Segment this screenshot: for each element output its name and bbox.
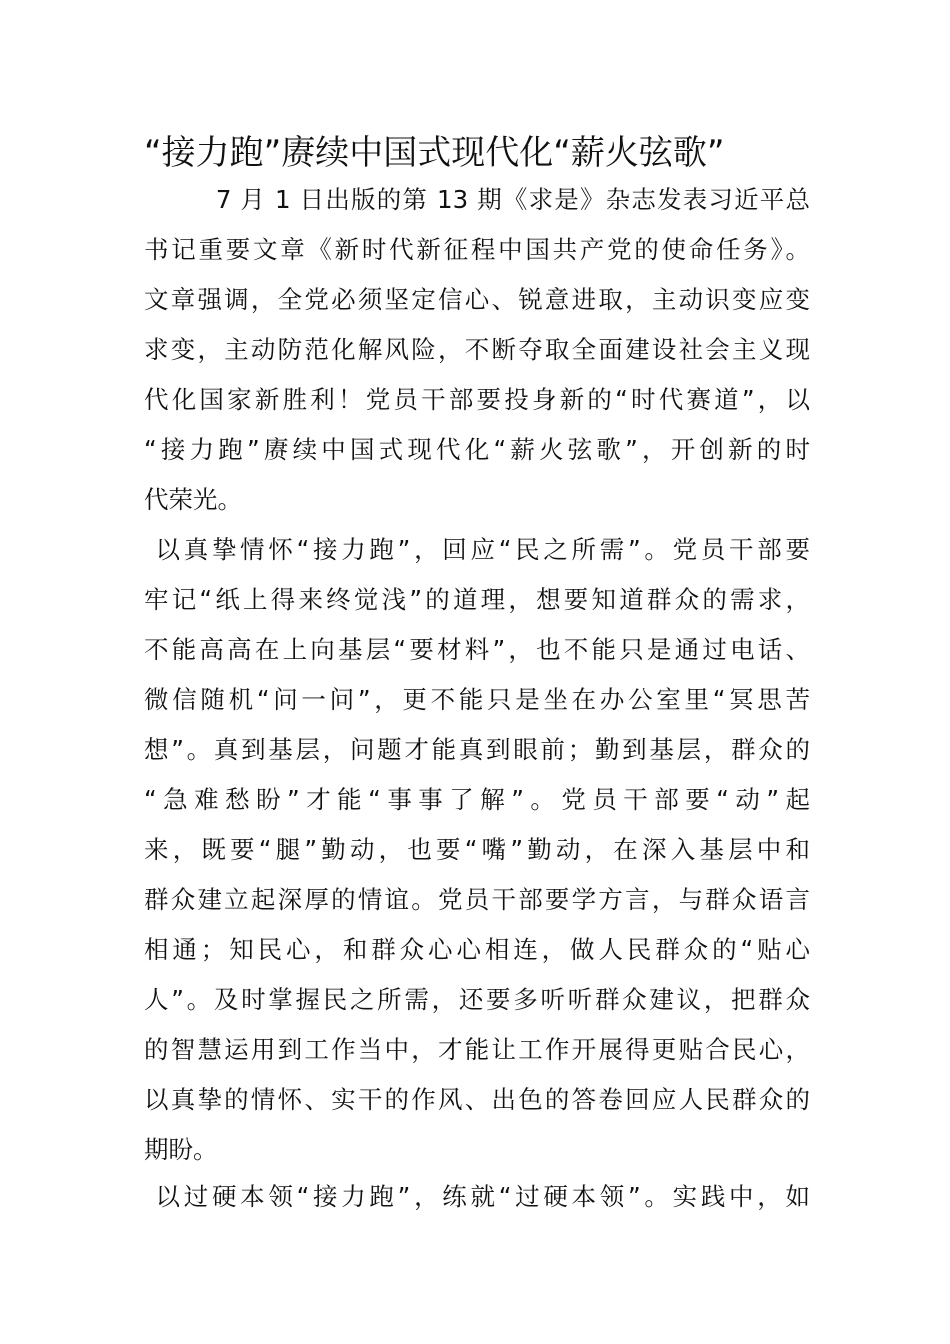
text-line: “接力跑”赓续中国式现代化“薪火弦歌”，开创新的时 (144, 435, 810, 464)
text-line: 牢记“纸上得来终觉浅”的道理，想要知道群众的需求， (144, 585, 810, 614)
text-line: 期盼。 (144, 1135, 218, 1164)
text-line: 以真挚情怀“接力跑”，回应“民之所需”。党员干部要 (144, 535, 810, 564)
paragraph-hard-skills (144, 1172, 810, 1222)
text-line: 的智慧运用到工作当中，才能让工作开展得更贴合民心， (144, 1035, 810, 1064)
text-line: 书记重要文章《新时代新征程中国共产党的使命任务》。 (144, 235, 810, 264)
text-line: “急难愁盼”才能“事事了解”。党员干部要“动”起 (144, 785, 810, 814)
text-line: 微信随机“问一问”，更不能只是坐在办公室里“冥思苦 (144, 685, 810, 714)
text-line: 求变，主动防范化解风险，不断夺取全面建设社会主义现 (144, 335, 810, 364)
text-line: 文章强调，全党必须坚定信心、锐意进取，主动识变应变 (144, 285, 810, 314)
text-line: 来，既要“腿”勤动，也要“嘴”勤动，在深入基层中和 (144, 835, 810, 864)
text-line: 群众建立起深厚的情谊。党员干部要学方言，与群众语言 (144, 885, 810, 914)
paragraph-sincere-feelings (144, 525, 810, 1175)
text-line: 以真挚的情怀、实干的作风、出色的答卷回应人民群众的 (144, 1085, 810, 1114)
text-line: 相通；知民心，和群众心心相连，做人民群众的“贴心 (144, 935, 810, 964)
text-line: 人”。及时掌握民之所需，还要多听听群众建议，把群众 (144, 985, 810, 1014)
text-line: 想”。真到基层，问题才能真到眼前；勤到基层，群众的 (144, 735, 810, 764)
text-line: 代荣光。 (144, 485, 242, 514)
text-line: 7 月 1 日出版的第 13 期《求是》杂志发表习近平总 (144, 185, 810, 214)
article-title: “接力跑”赓续中国式现代化“薪火弦歌” (144, 133, 725, 173)
text-line: 不能高高在上向基层“要材料”，也不能只是通过电话、 (144, 635, 810, 664)
paragraph-intro (144, 175, 810, 525)
text-line: 代化国家新胜利！党员干部要投身新的“时代赛道”，以 (144, 385, 810, 414)
text-line: 以过硬本领“接力跑”，练就“过硬本领”。实践中，如 (144, 1182, 810, 1211)
